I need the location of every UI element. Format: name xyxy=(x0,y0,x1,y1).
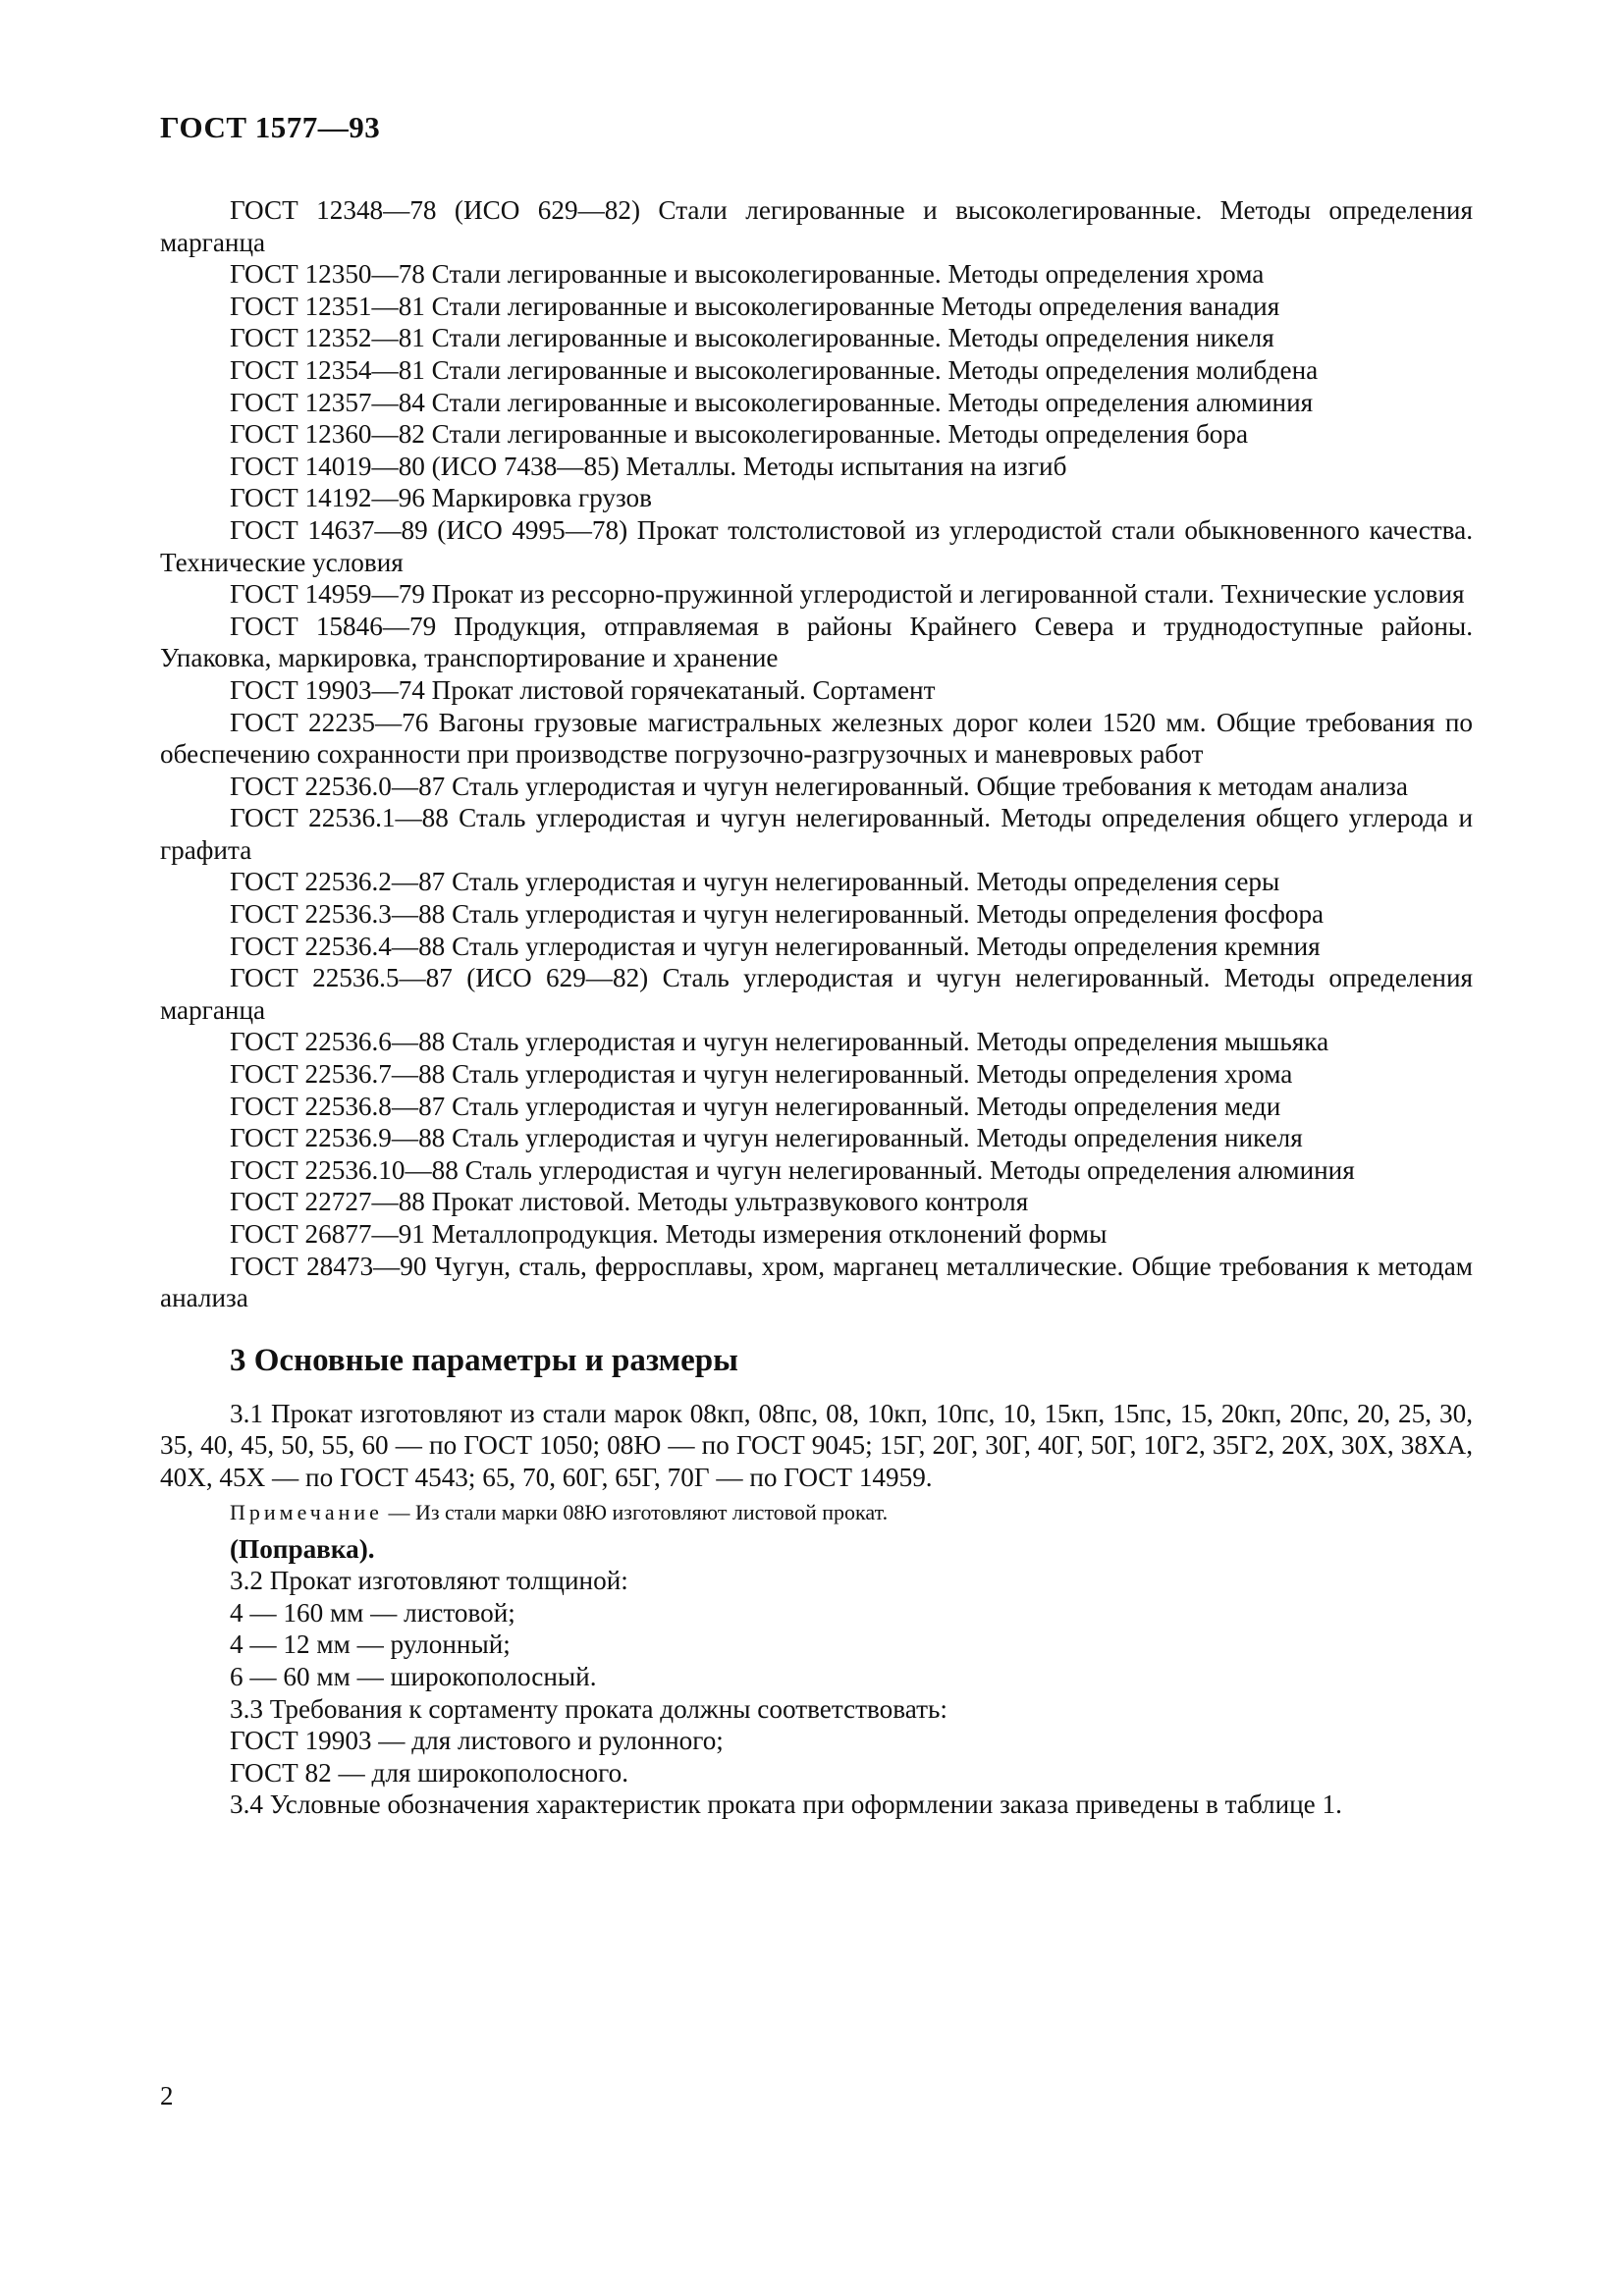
list-item: 6 — 60 мм — широкополосный. xyxy=(230,1661,597,1691)
reference-item: ГОСТ 15846—79 Продукция, отправляемая в районы Крайнего Севера и труднодоступные районы. Упаковка, маркировка, транспортирование и хранение xyxy=(160,611,1473,673)
reference-item: ГОСТ 22536.5—87 (ИСО 629—82) Сталь углеродистая и чугун нелегированный. Методы определения марганца xyxy=(160,963,1473,1025)
reference-item: ГОСТ 14192—96 Маркировка грузов xyxy=(230,483,652,513)
clause-3-3: 3.3 Требования к сортаменту проката должны соответствовать: xyxy=(230,1693,947,1724)
reference-item: ГОСТ 22536.6—88 Сталь углеродистая и чугун нелегированный. Методы определения мышьяка xyxy=(230,1027,1329,1057)
reference-item: ГОСТ 14019—80 (ИСО 7438—85) Металлы. Методы испытания на изгиб xyxy=(230,451,1067,481)
reference-item: ГОСТ 22235—76 Вагоны грузовые магистральных железных дорог колеи 1520 мм. Общие требования по обеспечению сохранности при производстве погрузочно-разгрузочных и маневровых работ xyxy=(160,707,1473,770)
reference-item: ГОСТ 12360—82 Стали легированные и высоколегированные. Методы определения бора xyxy=(230,419,1249,450)
reference-item: ГОСТ 14637—89 (ИСО 4995—78) Прокат толстолистовой из углеродистой стали обыкновенного качества. Технические условия xyxy=(160,514,1473,577)
reference-item: ГОСТ 26877—91 Металлопродукция. Методы измерения отклонений формы xyxy=(230,1219,1108,1249)
reference-item: ГОСТ 22536.7—88 Сталь углеродистая и чугун нелегированный. Методы определения хрома xyxy=(230,1059,1293,1090)
clause-3-2: 3.2 Прокат изготовляют толщиной: xyxy=(230,1566,628,1596)
note xyxy=(160,1498,1473,1527)
reference-item: ГОСТ 22536.4—88 Сталь углеродистая и чугун нелегированный. Методы определения кремния xyxy=(230,931,1321,961)
reference-item: ГОСТ 12354—81 Стали легированные и высоколегированные. Методы определения молибдена xyxy=(230,354,1319,385)
reference-item: ГОСТ 22727—88 Прокат листовой. Методы ультразвукового контроля xyxy=(230,1187,1029,1217)
page-number: 2 xyxy=(160,2081,174,2110)
list-item: ГОСТ 19903 — для листового и рулонного; xyxy=(230,1726,724,1756)
correction-mark: (Поправка). xyxy=(230,1533,375,1564)
reference-item: ГОСТ 22536.8—87 Сталь углеродистая и чугун нелегированный. Методы определения меди xyxy=(230,1091,1281,1121)
note-label: Примечание xyxy=(230,1499,383,1524)
reference-item: ГОСТ 12352—81 Стали легированные и высоколегированные. Методы определения никеля xyxy=(230,323,1274,353)
reference-item: ГОСТ 12348—78 (ИСО 629—82) Стали легированные и высоколегированные. Методы определения марганца xyxy=(160,195,1473,257)
document-header: ГОСТ 1577—93 xyxy=(160,110,381,144)
reference-item: ГОСТ 22536.10—88 Сталь углеродистая и чугун нелегированный. Методы определения алюминия xyxy=(230,1154,1355,1185)
reference-item: ГОСТ 22536.3—88 Сталь углеродистая и чугун нелегированный. Методы определения фосфора xyxy=(230,899,1325,930)
reference-item: ГОСТ 28473—90 Чугун, сталь, ферросплавы, хром, марганец металлические. Общие требования к методам анализа xyxy=(160,1251,1473,1313)
clause-3-4: 3.4 Условные обозначения характеристик проката при оформлении заказа приведены в таблице 1. xyxy=(230,1789,1342,1820)
reference-item: ГОСТ 12357—84 Стали легированные и высоколегированные. Методы определения алюминия xyxy=(230,387,1314,417)
reference-item: ГОСТ 12350—78 Стали легированные и высоколегированные. Методы определения хрома xyxy=(230,259,1265,290)
list-item: 4 — 12 мм — рулонный; xyxy=(230,1629,511,1660)
section-title: 3 Основные параметры и размеры xyxy=(230,1342,738,1378)
reference-item: ГОСТ 22536.2—87 Сталь углеродистая и чугун нелегированный. Методы определения серы xyxy=(230,867,1280,897)
reference-item: ГОСТ 19903—74 Прокат листовой горячекатаный. Сортамент xyxy=(230,674,936,705)
reference-item: ГОСТ 22536.0—87 Сталь углеродистая и чугун нелегированный. Общие требования к методам анализа xyxy=(230,771,1408,801)
clause-3-1: 3.1 Прокат изготовляют из стали марок 08кп, 08пс, 08, 10кп, 10пс, 10, 15кп, 15пс, 15, 20кп, 20пс, 20, 25, 30, 35, 40, 45, 50, 55, 60 — по ГОСТ 1050; 08Ю — по ГОСТ 9045; 15Г, 20Г, 30Г, 40Г, 50Г, 10Г2, 35Г2, 20Х, 30Х, 38ХА, 40Х, 45Х — по ГОСТ 4543; 65, 70, 60Г, 65Г, 70Г — по ГОСТ 14959. xyxy=(160,1398,1473,1492)
reference-item: ГОСТ 14959—79 Прокат из рессорно-пружинной углеродистой и легированной стали. Технические условия xyxy=(230,579,1465,610)
reference-item: ГОСТ 12351—81 Стали легированные и высоколегированные Методы определения ванадия xyxy=(230,291,1280,321)
reference-item: ГОСТ 22536.9—88 Сталь углеродистая и чугун нелегированный. Методы определения никеля xyxy=(230,1123,1303,1153)
note-text: — Из стали марки 08Ю изготовляют листовой прокат. xyxy=(388,1499,889,1524)
list-item: ГОСТ 82 — для широкополосного. xyxy=(230,1757,629,1788)
document-body xyxy=(160,194,1473,1821)
reference-item: ГОСТ 22536.1—88 Сталь углеродистая и чугун нелегированный. Методы определения общего углерода и графита xyxy=(160,803,1473,865)
list-item: 4 — 160 мм — листовой; xyxy=(230,1597,515,1628)
